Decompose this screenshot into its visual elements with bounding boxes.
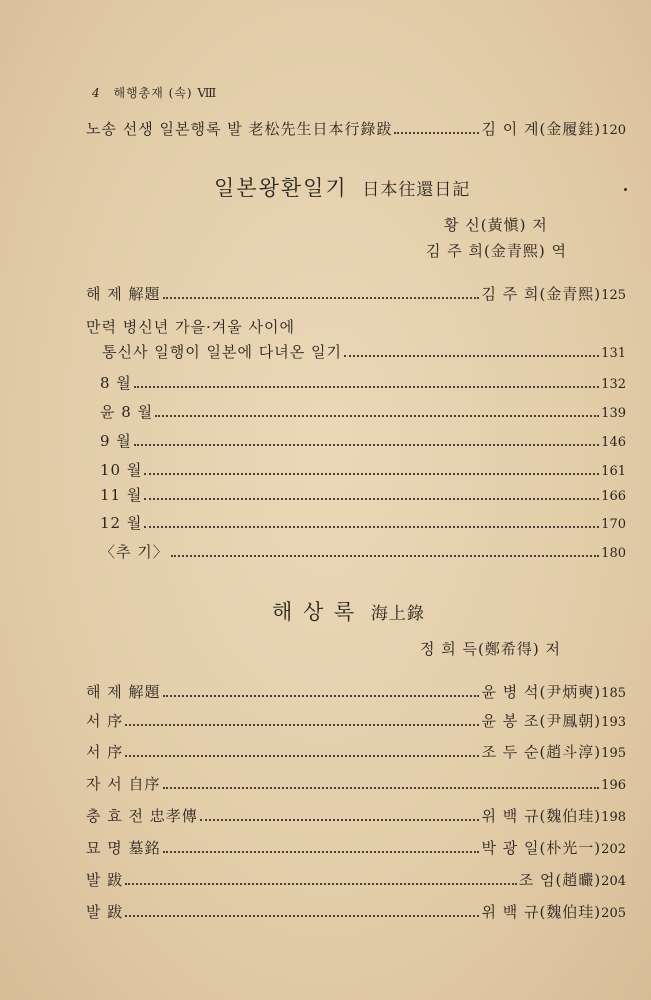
dot-leader <box>163 851 480 853</box>
entry-page: 125 <box>601 288 626 303</box>
section-title <box>214 172 470 202</box>
entry-page: 198 <box>601 810 626 825</box>
toc-entry[interactable] <box>86 869 626 890</box>
entry-page: 131 <box>601 346 626 361</box>
dot-leader <box>125 724 479 726</box>
toc-entry[interactable] <box>86 741 626 762</box>
toc-entry[interactable] <box>100 430 626 451</box>
entry-page: 202 <box>601 842 626 857</box>
section-title-hanja: 日本往還日記 <box>362 180 471 200</box>
entry-title: 윤 8 월 <box>100 403 154 421</box>
entry-title: 발 跋 <box>86 903 124 921</box>
dot-leader <box>144 473 599 475</box>
entry-title: 서 序 <box>86 712 124 730</box>
dot-leader <box>171 555 599 557</box>
entry-author: 윤 봉 조(尹鳳朝) <box>481 712 602 730</box>
entry-title: 서 序 <box>86 743 124 761</box>
toc-entry[interactable] <box>86 283 626 304</box>
toc-entry[interactable] <box>86 118 626 139</box>
toc-entry[interactable] <box>100 372 626 393</box>
series-title: 해행총재 (속) Ⅷ <box>113 86 218 100</box>
dot-leader <box>144 498 599 500</box>
toc-entry[interactable] <box>100 541 626 562</box>
page-number: 4 <box>92 86 101 100</box>
entry-page: 204 <box>601 874 626 889</box>
entry-title: 노송 선생 일본행록 발 老松先生日本行錄跋 <box>86 120 393 138</box>
dot-leader <box>134 386 599 388</box>
translator-credit: 김 주 희(金青熙) 역 <box>426 242 567 260</box>
author-credit: 정 희 득(鄭希得) 저 <box>420 640 561 658</box>
toc-entry[interactable] <box>102 341 626 362</box>
dot-leader <box>163 297 480 299</box>
dot-leader <box>394 132 479 134</box>
dot-leader <box>125 915 479 917</box>
entry-title: 자 서 自序 <box>86 775 161 793</box>
running-header <box>92 84 217 101</box>
entry-page: 166 <box>601 489 626 504</box>
dot-leader <box>125 883 516 885</box>
entry-title: 11 월 <box>100 486 143 504</box>
section-title-hanja: 海上錄 <box>370 604 425 624</box>
dot-leader <box>344 355 599 357</box>
dot-leader <box>125 755 479 757</box>
section-title-korean: 일본왕환일기 <box>214 176 348 200</box>
entry-page: 146 <box>601 435 626 450</box>
paper-speck <box>624 188 627 191</box>
entry-page: 196 <box>601 778 626 793</box>
entry-title: 8 월 <box>100 374 132 392</box>
toc-entry[interactable] <box>86 805 626 826</box>
entry-page: 185 <box>601 686 626 701</box>
entry-author: 김 주 희(金青熙) <box>481 285 602 303</box>
entry-title: 10 월 <box>100 461 143 479</box>
entry-page: 195 <box>601 746 626 761</box>
author-credit: 황 신(黃愼) 저 <box>444 216 548 234</box>
dot-leader <box>144 526 599 528</box>
entry-page: 139 <box>601 406 626 421</box>
entry-page: 193 <box>601 715 626 730</box>
entry-author: 윤 병 석(尹炳奭) <box>481 683 602 701</box>
entry-title: 해 제 解題 <box>86 285 161 303</box>
dot-leader <box>200 819 480 821</box>
entry-author: 김 이 계(金履銈) <box>481 120 602 138</box>
dot-leader <box>155 415 599 417</box>
entry-page: 180 <box>601 546 626 561</box>
entry-author: 박 광 일(朴光一) <box>481 839 602 857</box>
toc-entry[interactable] <box>100 459 626 480</box>
toc-entry[interactable] <box>100 512 626 533</box>
section-title <box>272 596 425 626</box>
entry-title: 해 제 解題 <box>86 683 161 701</box>
toc-entry[interactable] <box>86 710 626 731</box>
entry-author: 위 백 규(魏伯珪) <box>481 807 602 825</box>
entry-page: 132 <box>601 377 626 392</box>
toc-entry[interactable] <box>100 401 626 422</box>
section-title-korean: 해 상 록 <box>272 600 357 624</box>
entry-author: 조 두 순(趙斗淳) <box>481 743 602 761</box>
entry-page: 161 <box>601 464 626 479</box>
dot-leader <box>134 444 599 446</box>
toc-entry[interactable] <box>86 837 626 858</box>
entry-title: 12 월 <box>100 514 143 532</box>
entry-title: 통신사 일행이 일본에 다녀온 일기 <box>102 343 342 361</box>
entry-page: 120 <box>601 123 626 138</box>
toc-entry[interactable] <box>86 901 626 922</box>
dot-leader <box>163 787 600 789</box>
entry-title-line1: 만력 병신년 가을·겨울 사이에 <box>86 318 295 336</box>
entry-page: 205 <box>601 906 626 921</box>
entry-author: 위 백 규(魏伯珪) <box>481 903 602 921</box>
entry-title: 묘 명 墓銘 <box>86 839 161 857</box>
toc-entry[interactable] <box>86 773 626 794</box>
entry-title: 발 跋 <box>86 871 124 889</box>
entry-title: 충 효 전 忠孝傳 <box>86 807 198 825</box>
entry-page: 170 <box>601 517 626 532</box>
dot-leader <box>163 695 480 697</box>
entry-author: 조 엄(趙曮) <box>518 871 602 889</box>
toc-entry[interactable] <box>86 681 626 702</box>
entry-title: 〈추 기〉 <box>100 543 169 561</box>
entry-title: 9 월 <box>100 432 132 450</box>
toc-entry[interactable] <box>100 484 626 505</box>
